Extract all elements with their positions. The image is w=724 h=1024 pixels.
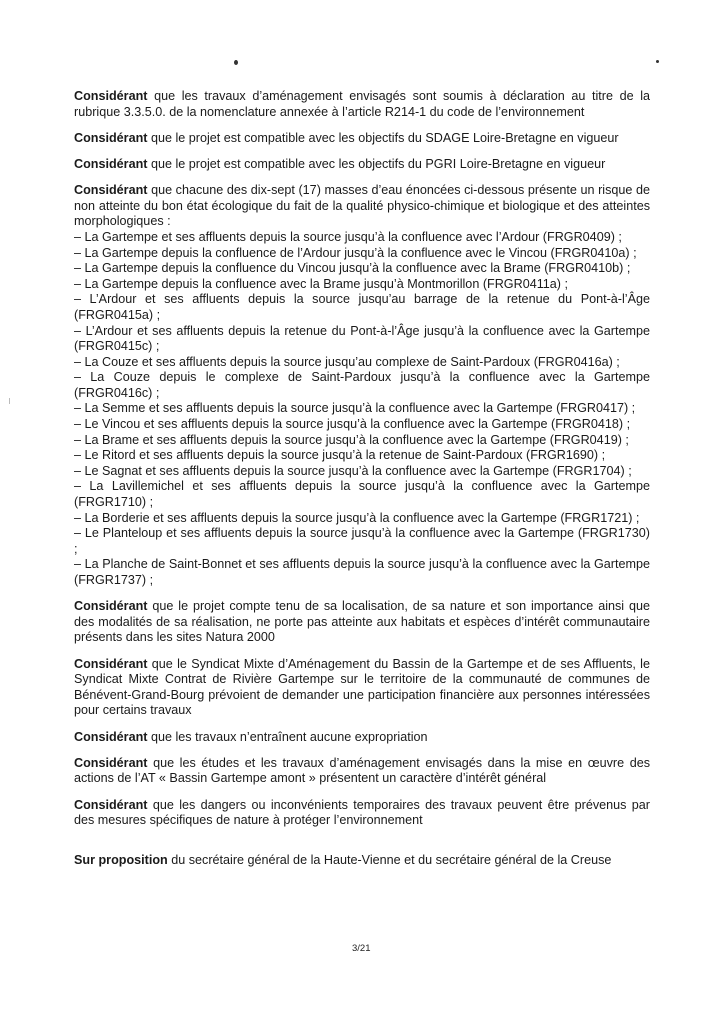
list-item: – La Gartempe depuis la confluence du Vincou jusqu’à la confluence avec la Brame (FRGR0410b) ; xyxy=(74,261,631,276)
considerant-lead: Considérant xyxy=(74,599,148,614)
considerant-lead: Considérant xyxy=(74,755,148,770)
considerant-lead: Considérant xyxy=(74,797,148,812)
water-body-list xyxy=(74,230,650,589)
considerant-natura-2000 xyxy=(74,599,650,646)
considerant-water-bodies xyxy=(74,183,650,588)
considerant-general-interest xyxy=(74,756,650,787)
considerant-text: que les dangers ou inconvénients temporaires des travaux peuvent être prévenus par des mesures spécifiques de nature à protéger l’environnement xyxy=(74,797,650,828)
scan-speck-right xyxy=(656,60,659,63)
considerant-lead: Considérant xyxy=(74,729,148,744)
considerant-pgri xyxy=(74,157,650,173)
considerant-text: que le projet compte tenu de sa localisation, de sa nature et son importance ainsi que des modalités de sa réalisation, ne porte pas atteinte aux habitats et espèces d’intérêt communautaire présents dans les sites Natura 2000 xyxy=(74,599,650,645)
considerant-lead: Considérant xyxy=(74,130,148,145)
list-item: – La Gartempe depuis la confluence avec la Brame jusqu’à Montmorillon (FRGR0411a) ; xyxy=(74,276,568,291)
scan-mark-left xyxy=(9,398,10,404)
considerant-sdage xyxy=(74,131,650,147)
document-body xyxy=(74,89,650,879)
list-item: – La Lavillemichel et ses affluents depuis la source jusqu’à la confluence avec la Gartempe (FRGR1710) ; xyxy=(74,479,650,510)
considerant-lead: Considérant xyxy=(74,183,148,198)
considerant-financing xyxy=(74,657,650,719)
list-item: – La Gartempe et ses affluents depuis la source jusqu’à la confluence avec l’Ardour (FRGR0409) ; xyxy=(74,229,622,244)
list-item: – La Borderie et ses affluents depuis la source jusqu’à la confluence avec la Gartempe (FRGR1721) ; xyxy=(74,510,640,525)
list-item: – L’Ardour et ses affluents depuis la retenue du Pont-à-l’Âge jusqu’à la confluence avec la Gartempe (FRGR0415c) ; xyxy=(74,323,650,354)
list-item: – La Semme et ses affluents depuis la source jusqu’à la confluence avec la Gartempe (FRGR0417) ; xyxy=(74,401,636,416)
considerant-text: que le projet est compatible avec les objectifs du PGRI Loire-Bretagne en vigueur xyxy=(147,156,606,171)
considerant-lead: Considérant xyxy=(74,156,148,171)
considerant-lead: Considérant xyxy=(74,656,148,671)
proposition xyxy=(74,853,650,869)
considerant-text: que chacune des dix-sept (17) masses d’eau énoncées ci-dessous présente un risque de non atteinte du bon état écologique du fait de la qualité physico-chimique et biologique et des atteintes morphologiques : xyxy=(74,183,650,229)
page-number: 3/21 xyxy=(352,943,371,954)
list-item: – La Gartempe depuis la confluence de l’Ardour jusqu’à la confluence avec le Vincou (FRGR0410a) ; xyxy=(74,245,637,260)
proposition-lead: Sur proposition xyxy=(74,852,168,867)
proposition-text: du secrétaire général de la Haute-Vienne et du secrétaire général de la Creuse xyxy=(167,852,612,867)
list-item: – Le Planteloup et ses affluents depuis la source jusqu’à la confluence avec la Gartempe (FRGR1730) ; xyxy=(74,526,650,556)
considerant-expropriation xyxy=(74,730,650,746)
list-item: – L’Ardour et ses affluents depuis la source jusqu’au barrage de la retenue du Pont-à-l’Âge (FRGR0415a) ; xyxy=(74,292,650,322)
considerant-dangers xyxy=(74,798,650,829)
list-item: – La Couze depuis le complexe de Saint-Pardoux jusqu’à la confluence avec la Gartempe (FRGR0416c) ; xyxy=(74,370,650,400)
considerant-text: que le Syndicat Mixte d’Aménagement du Bassin de la Gartempe et de ses Affluents, le Syndicat Mixte Contrat de Rivière Gartempe sur le territoire de la communauté de communes de Bénévent-Grand-Bourg prévoient de demander une participation financière aux personnes intéressées pour certains travaux xyxy=(74,656,650,718)
list-item: – La Couze et ses affluents depuis la source jusqu’au complexe de Saint-Pardoux (FRGR0416a) ; xyxy=(74,354,620,369)
considerant-text: que le projet est compatible avec les objectifs du SDAGE Loire-Bretagne en vigueur xyxy=(147,130,619,145)
considerant-rubrique xyxy=(74,89,650,120)
considerant-text: que les travaux n’entraînent aucune expropriation xyxy=(147,729,428,744)
considerant-text: que les études et les travaux d’aménagement envisagés dans la mise en œuvre des actions de l’AT « Bassin Gartempe amont » présentent un caractère d’intérêt général xyxy=(74,755,650,786)
scan-speck-top xyxy=(234,60,238,65)
list-item: – La Planche de Saint-Bonnet et ses affluents depuis la source jusqu’à la confluence avec la Gartempe (FRGR1737) ; xyxy=(74,557,650,587)
list-item: – Le Vincou et ses affluents depuis la source jusqu’à la confluence avec la Gartempe (FRGR0418) ; xyxy=(74,417,631,432)
list-item: – Le Sagnat et ses affluents depuis la source jusqu’à la confluence avec la Gartempe (FRGR1704) ; xyxy=(74,463,632,478)
considerant-lead: Considérant xyxy=(74,89,148,103)
considerant-text: que les travaux d’aménagement envisagés sont soumis à déclaration au titre de la rubrique 3.3.5.0. de la nomenclature annexée à l’article R214-1 du code de l’environnement xyxy=(74,89,650,119)
list-item: – Le Ritord et ses affluents depuis la source jusqu’à la retenue de Saint-Pardoux (FRGR1690) ; xyxy=(74,448,606,463)
list-item: – La Brame et ses affluents depuis la source jusqu’à la confluence avec la Gartempe (FRGR0419) ; xyxy=(74,432,629,447)
